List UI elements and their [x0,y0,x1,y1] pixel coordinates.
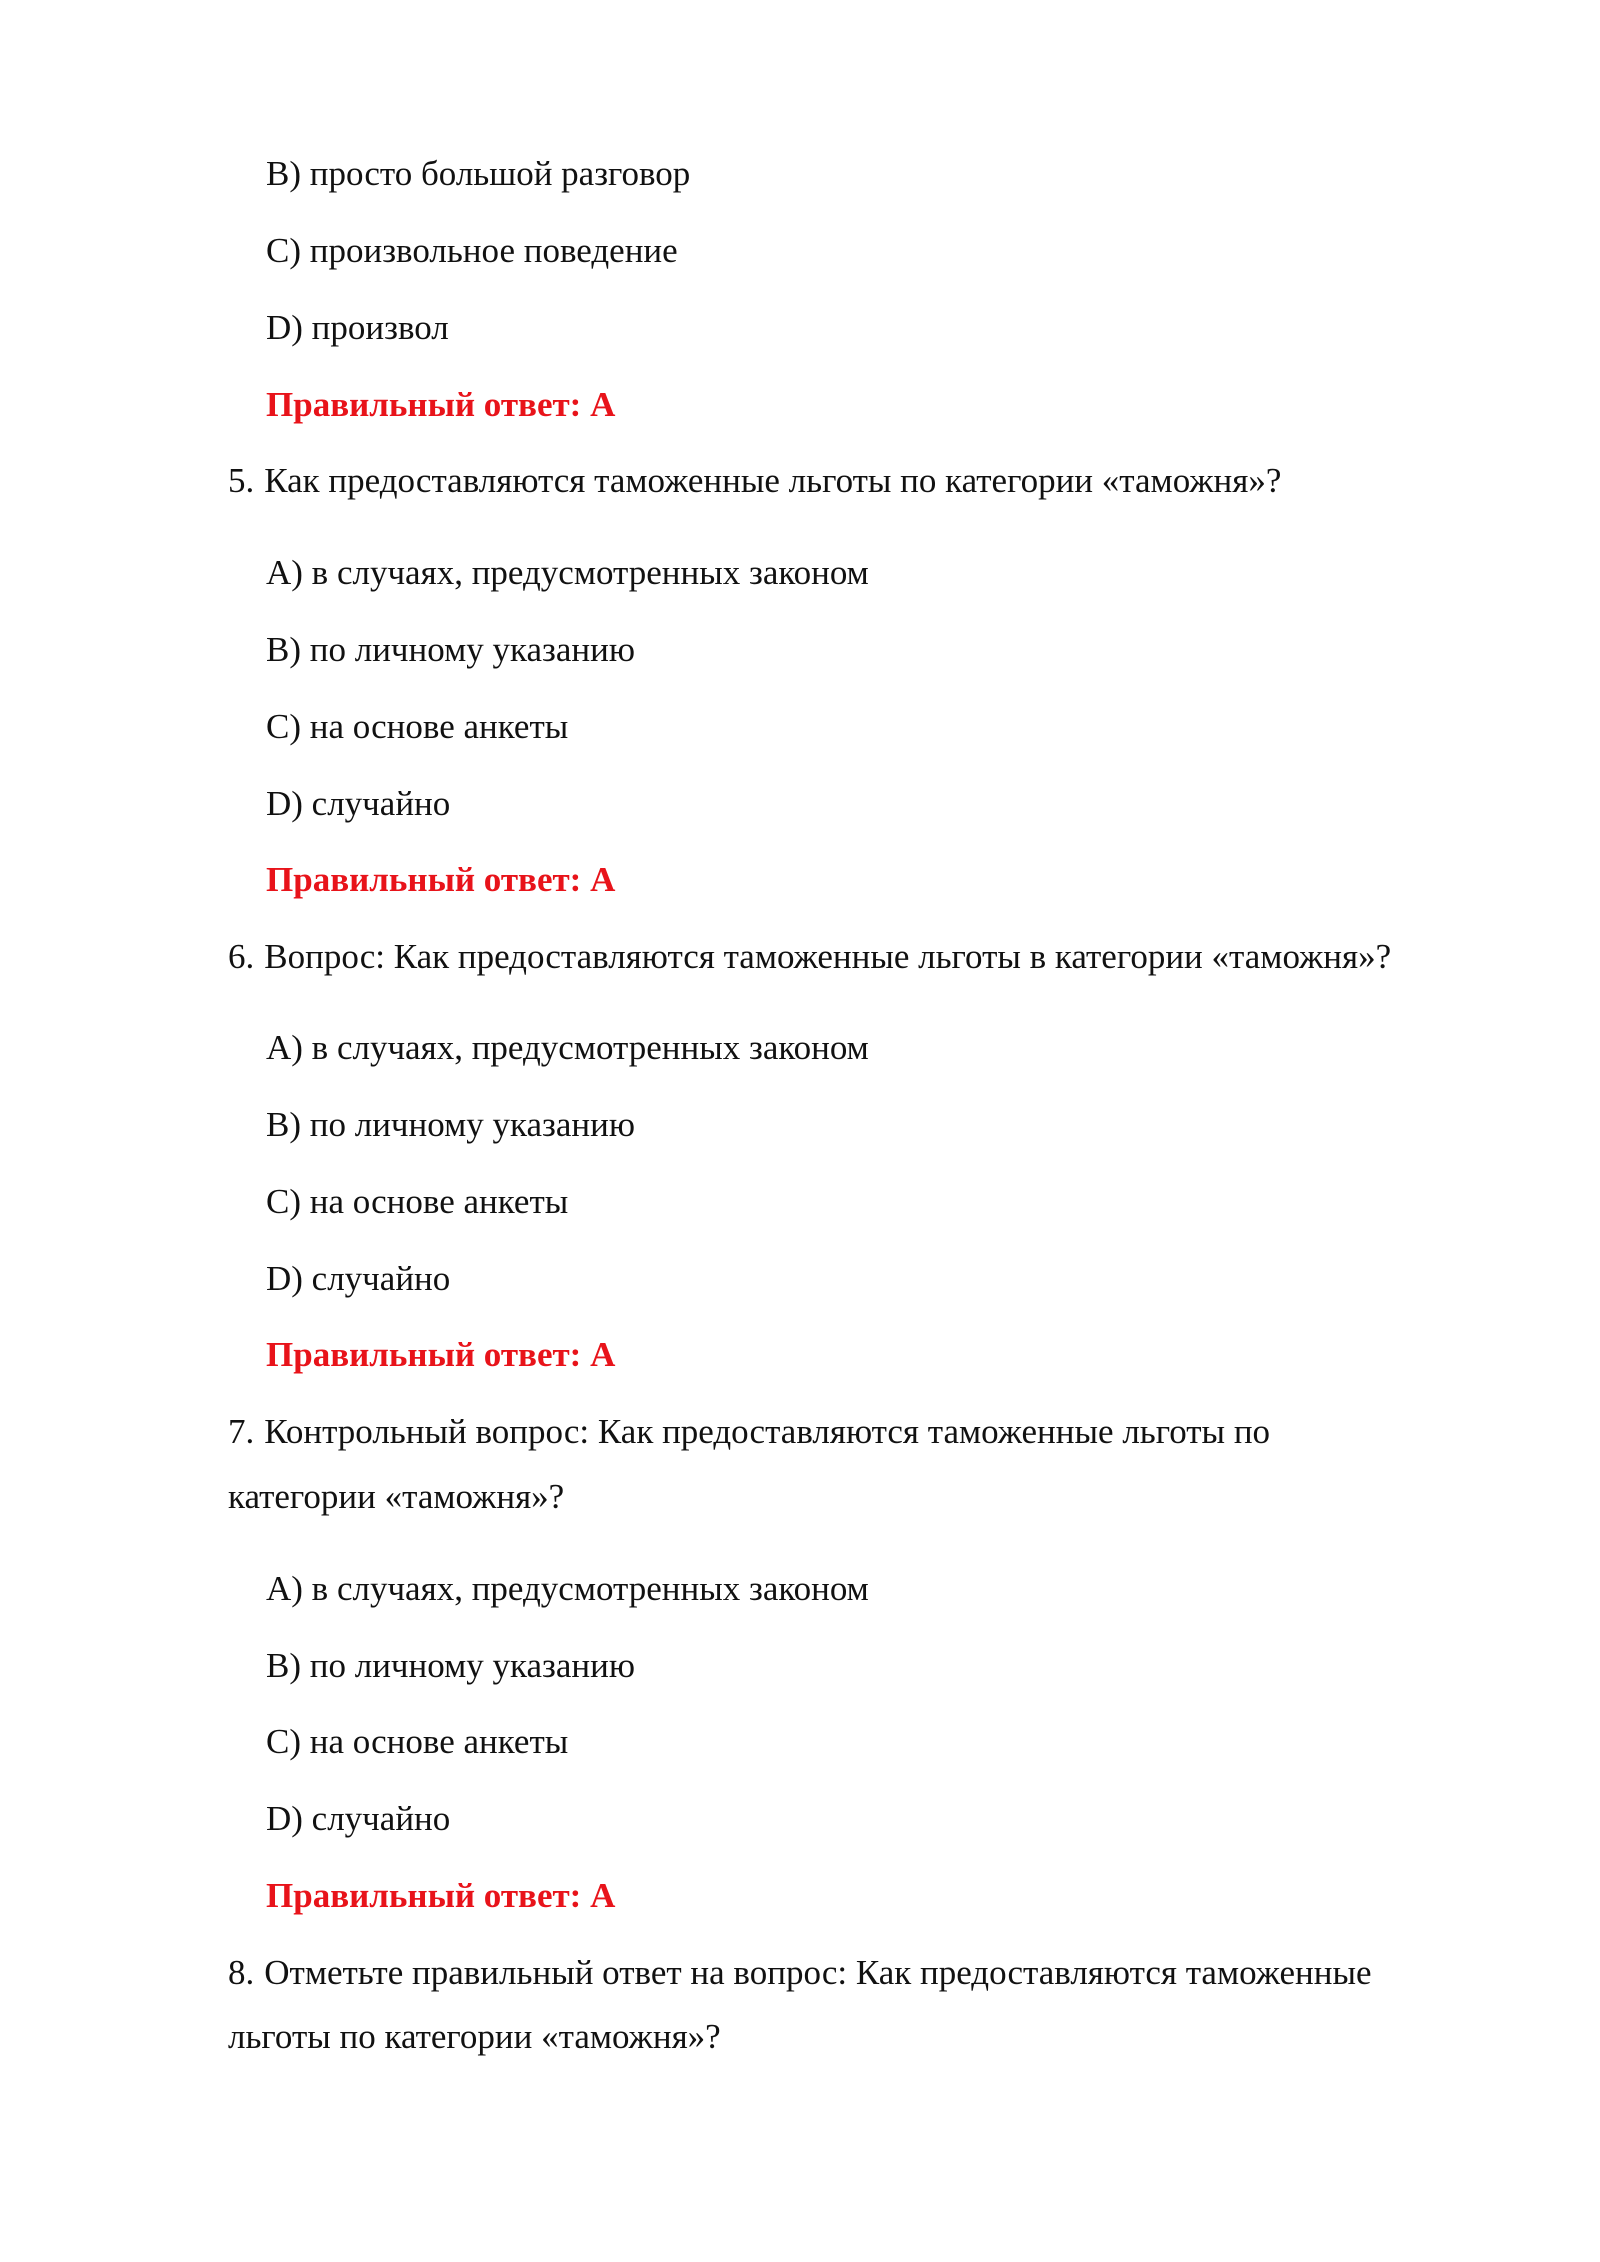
question-5 [228,459,1281,503]
question-number: 7. [228,1412,255,1451]
question-6 [228,935,1391,979]
option-b: В) по личному указанию [266,1646,635,1685]
correct-answer: Правильный ответ: А [266,385,616,424]
question-number: 5. [228,461,255,500]
option-c: C) произвольное поведение [266,231,678,270]
question-number: 8. [228,1953,255,1992]
option-c: С) на основе анкеты [266,1182,569,1221]
question-8 [228,1951,1372,1995]
option-a: А) в случаях, предусмотренных законом [266,1569,869,1608]
option-a: А) в случаях, предусмотренных законом [266,1028,869,1067]
correct-answer: Правильный ответ: А [266,1335,616,1374]
option-d: D) случайно [266,1259,451,1298]
option-b: В) по личному указанию [266,1105,635,1144]
question-number: 6. [228,937,255,976]
question-7 [228,1410,1270,1454]
option-d: D) случайно [266,1799,451,1838]
question-text-line2: категории «таможня»? [228,1477,565,1516]
option-b: В) по личному указанию [266,630,635,669]
option-a: А) в случаях, предусмотренных законом [266,553,869,592]
correct-answer: Правильный ответ: А [266,860,616,899]
option-d: D) случайно [266,784,451,823]
question-text-line2: льготы по категории «таможня»? [228,2017,721,2056]
option-c: С) на основе анкеты [266,1722,569,1761]
question-text: Как предоставляются таможенные льготы по категории «таможня»? [264,461,1282,500]
question-text: Вопрос: Как предоставляются таможенные льготы в категории «таможня»? [264,937,1392,976]
question-text-line1: Отметьте правильный ответ на вопрос: Как предоставляются таможенные [264,1953,1372,1992]
option-b: B) просто большой разговор [266,154,691,193]
question-text-line1: Контрольный вопрос: Как предоставляются таможенные льготы по [264,1412,1271,1451]
correct-answer: Правильный ответ: А [266,1876,616,1915]
option-c: С) на основе анкеты [266,707,569,746]
option-d: D) произвол [266,308,449,347]
